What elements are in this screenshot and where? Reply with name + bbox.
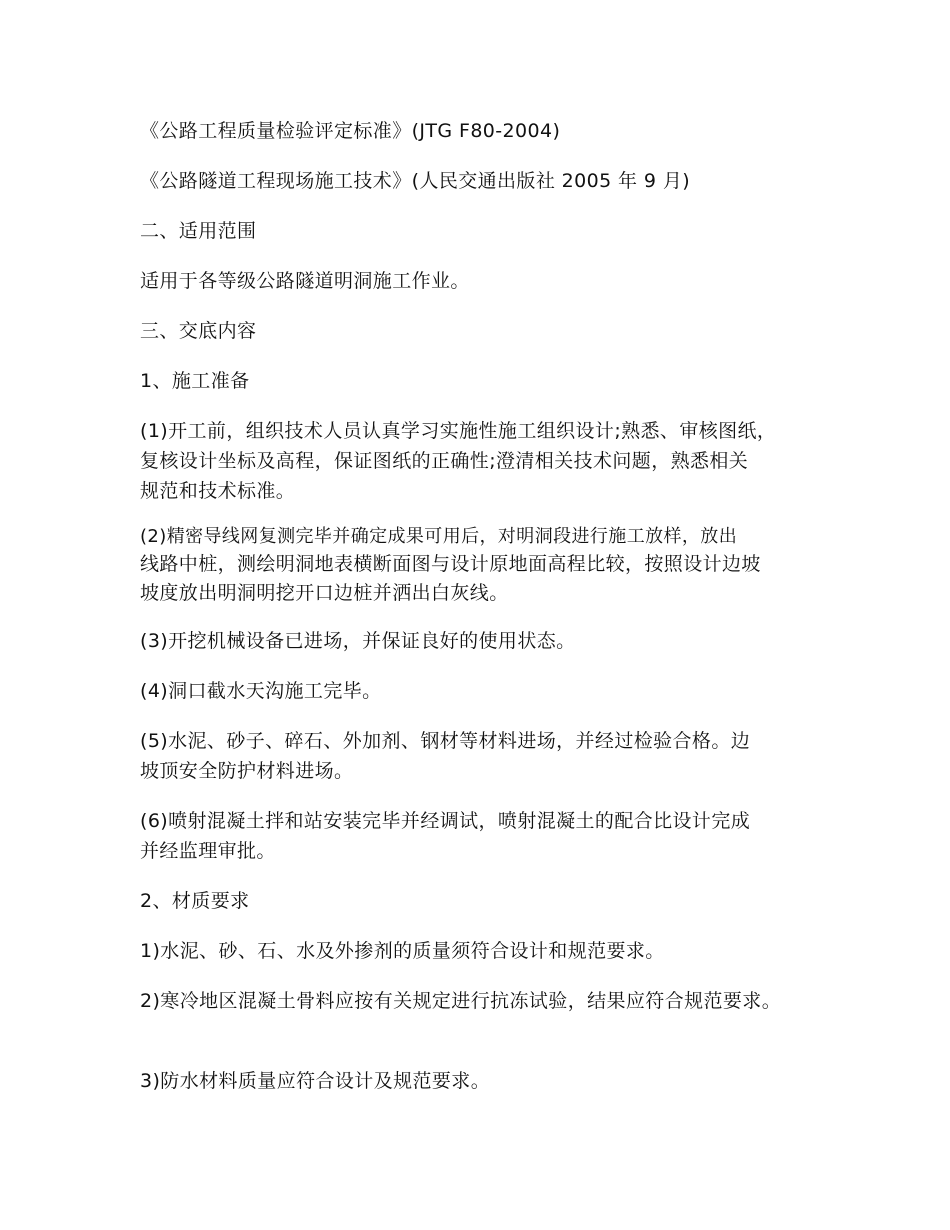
paragraph-line: (4)洞口截水天沟施工完毕。 [140, 680, 382, 702]
paragraph-line: 复核设计坐标及高程，保证图纸的正确性;澄清相关技术问题，熟悉相关 [140, 450, 749, 472]
paragraph-line: 2)寒冷地区混凝土骨料应按有关规定进行抗冻试验，结果应符合规范要求。 [140, 990, 782, 1012]
paragraph-line: 并经监理审批。 [140, 840, 276, 862]
paragraph-line: (5)水泥、砂子、碎石、外加剂、钢材等材料进场，并经过检验合格。边 [140, 730, 751, 752]
scope-text: 适用于各等级公路隧道明洞施工作业。 [140, 270, 470, 292]
paragraph-line: (6)喷射混凝土拌和站安装完毕并经调试，喷射混凝土的配合比设计完成 [140, 810, 751, 832]
section-heading-scope: 二、适用范围 [140, 220, 257, 242]
paragraph-line: (3)开挖机械设备已进场，并保证良好的使用状态。 [140, 630, 576, 652]
subheading-materials: 2、材质要求 [140, 890, 250, 912]
reference-standard-line: 《公路工程质量检验评定标准》(JTG F80-2004) [140, 120, 561, 142]
paragraph-line: (1)开工前，组织技术人员认真学习实施性施工组织设计;熟悉、审核图纸， [140, 420, 777, 442]
paragraph-line: (2)精密导线网复测完毕并确定成果可用后，对明洞段进行施工放样，放出 [140, 526, 738, 547]
paragraph-line: 3)防水材料质量应符合设计及规范要求。 [140, 1070, 491, 1092]
paragraph-line: 1)水泥、砂、石、水及外掺剂的质量须符合设计和规范要求。 [140, 940, 665, 962]
subheading-preparation: 1、施工准备 [140, 370, 250, 392]
reference-book-line: 《公路隧道工程现场施工技术》(人民交通出版社 2005 年 9 月) [140, 170, 691, 192]
paragraph-line: 坡顶安全防护材料进场。 [140, 760, 354, 782]
paragraph-line: 坡度放出明洞明挖开口边桩并洒出白灰线。 [140, 582, 509, 604]
paragraph-line: 线路中桩，测绘明洞地表横断面图与设计原地面高程比较，按照设计边坡 [140, 553, 761, 575]
paragraph-line: 规范和技术标准。 [140, 480, 296, 502]
section-heading-content: 三、交底内容 [140, 320, 257, 342]
